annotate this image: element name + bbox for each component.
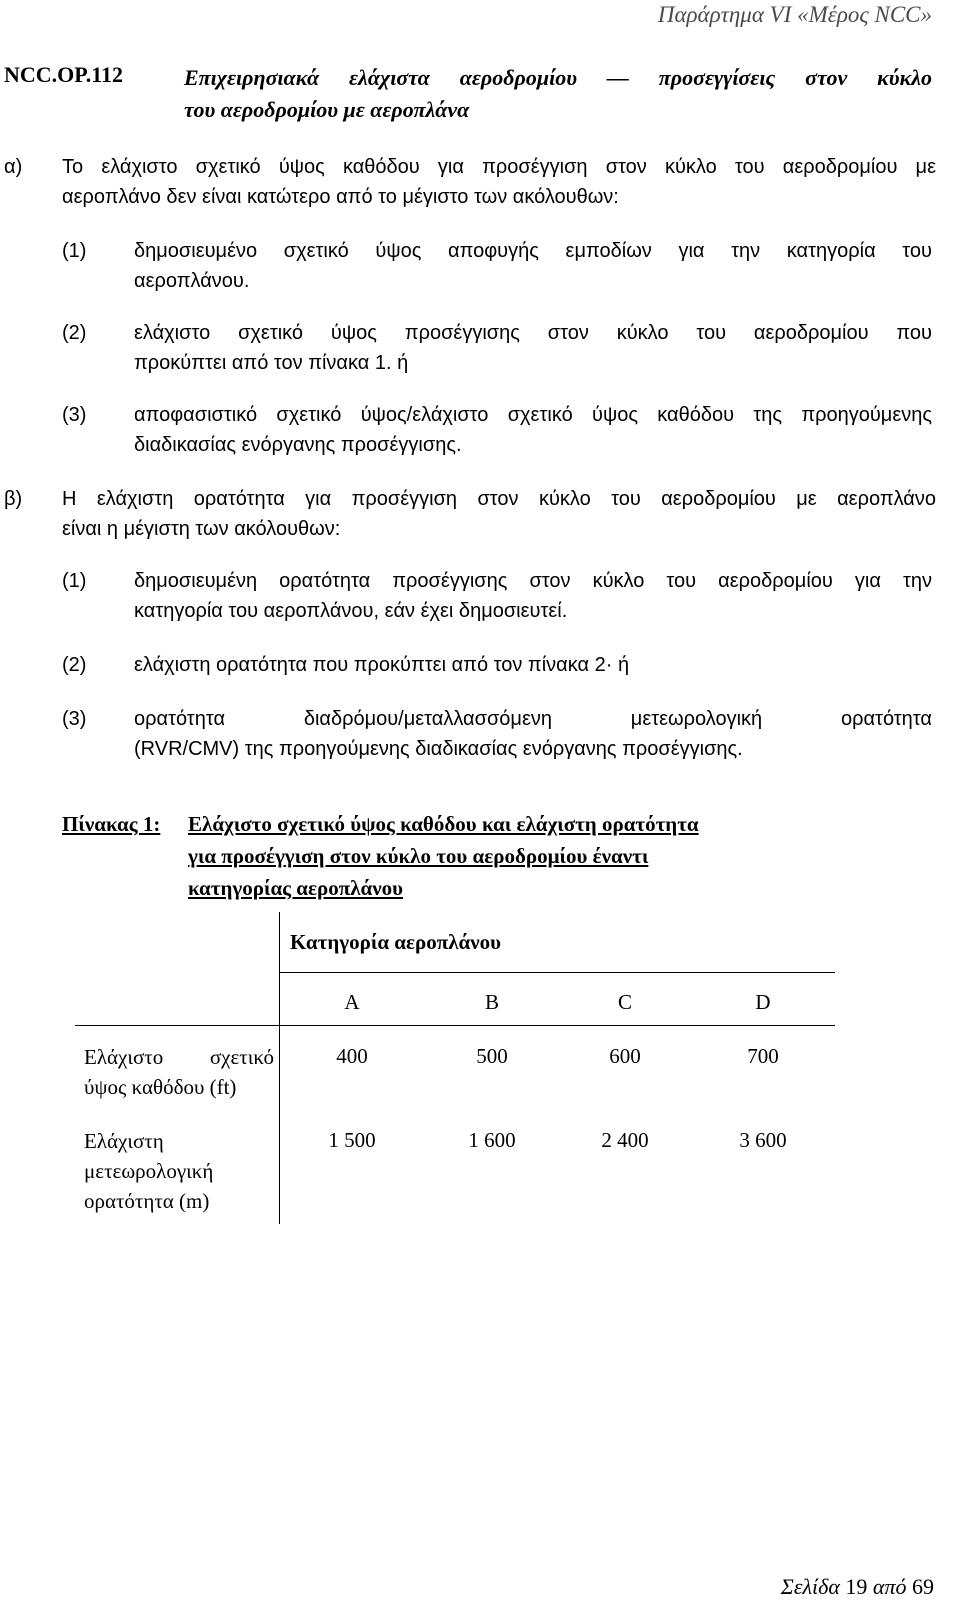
item-line: διαδικασίας ενόργανης προσέγγισης. [134, 434, 462, 456]
section-title-line: Επιχειρησιακά ελάχιστα αεροδρομίου — προσεγγίσεις στον κύκλο [184, 65, 932, 90]
item-number: (2) [62, 654, 87, 676]
item-number: (2) [62, 322, 87, 344]
table-caption-line: για προσέγγιση στον κύκλο του αεροδρομίου έναντι [188, 844, 649, 868]
paragraph-line: είναι η μέγιστη των ακόλουθων: [62, 518, 341, 540]
page-total: 69 [912, 1574, 934, 1599]
item-number: (1) [62, 240, 87, 262]
paragraph-line: Η ελάχιστη ορατότητα για προσέγγιση στον κύκλο του αεροδρομίου με αεροπλάνο [62, 488, 936, 510]
table-cell: 600 [609, 1044, 641, 1068]
page-number: 19 [845, 1574, 868, 1599]
item-line: αεροπλάνου. [134, 270, 250, 292]
row-label-line: ορατότητα (m) [84, 1189, 210, 1213]
item-line: ελάχιστο σχετικό ύψος προσέγγισης στον κύκλο του αεροδρομίου που [134, 322, 932, 344]
table-cell: 500 [476, 1044, 508, 1068]
section-title-line: του αεροδρομίου με αεροπλάνα [184, 97, 470, 122]
list-item [62, 650, 932, 680]
section-code: NCC.OP.112 [4, 62, 123, 87]
table-caption [62, 808, 828, 904]
table-divider [279, 972, 835, 973]
table-cell: 1 600 [468, 1128, 516, 1152]
row-label-line: μετεωρολογική [84, 1159, 214, 1183]
item-line: κατηγορία του αεροπλάνου, εάν έχει δημοσιευτεί. [134, 600, 568, 622]
list-item [62, 318, 932, 378]
item-line: ελάχιστη ορατότητα που προκύπτει από τον πίνακα 2· ή [134, 654, 630, 676]
item-number: (1) [62, 570, 87, 592]
item-line: αποφασιστικό σχετικό ύψος/ελάχιστο σχετικό ύψος καθόδου της προηγούμενης [134, 404, 932, 426]
column-header-a: A [344, 990, 360, 1014]
category-header: Κατηγορία αεροπλάνου [290, 930, 502, 954]
paragraph-label: β) [4, 488, 23, 510]
paragraph-line: αεροπλάνο δεν είναι κατώτερο από το μέγιστο των ακόλουθων: [62, 186, 619, 208]
item-number: (3) [62, 404, 87, 426]
table-cell: 400 [336, 1044, 368, 1068]
table-caption-label: Πίνακας 1: [62, 812, 161, 836]
paragraph-label: α) [4, 156, 23, 178]
table-caption-line: κατηγορίας αεροπλάνου [188, 876, 404, 900]
table-divider [75, 1025, 835, 1026]
footer-prefix: Σελίδα [780, 1574, 840, 1599]
table-cell: 3 600 [739, 1128, 787, 1152]
row-label [84, 1126, 274, 1216]
page-footer [781, 1574, 934, 1600]
row-label [84, 1042, 274, 1102]
item-line: ορατότητα διαδρόμου/μεταλλασσόμενη μετεωρολογική ορατότητα [134, 708, 932, 730]
item-line: (RVR/CMV) της προηγούμενης διαδικασίας ενόργανης προσέγγισης. [134, 738, 743, 760]
section-title [184, 62, 932, 126]
column-header-b: B [484, 990, 499, 1014]
paragraph-a [0, 152, 936, 212]
row-label-line: Ελάχιστο σχετικό [84, 1045, 274, 1069]
item-line: δημοσιευμένο σχετικό ύψος αποφυγής εμποδίων για την κατηγορία του [134, 240, 932, 262]
annex-header: Παράρτημα VI «Μέρος NCC» [657, 2, 932, 27]
table-cell: 1 500 [328, 1128, 376, 1152]
footer-mid: από [872, 1574, 907, 1599]
column-header-c: C [617, 990, 632, 1014]
list-item [62, 400, 932, 460]
row-label-line: ύψος καθόδου (ft) [84, 1075, 237, 1099]
table-caption-line: Ελάχιστο σχετικό ύψος καθόδου και ελάχιστη ορατότητα [188, 812, 699, 836]
column-header-d: D [755, 990, 771, 1014]
table-cell: 700 [747, 1044, 779, 1068]
paragraph-line: Το ελάχιστο σχετικό ύψος καθόδου για προσέγγιση στον κύκλο του αεροδρομίου με [62, 156, 936, 178]
item-line: προκύπτει από τον πίνακα 1. ή [134, 352, 409, 374]
table-divider [279, 912, 280, 1224]
paragraph-b [0, 484, 936, 544]
list-item [62, 236, 932, 296]
item-number: (3) [62, 708, 87, 730]
list-item [62, 704, 932, 764]
list-item [62, 566, 932, 626]
row-label-line: Ελάχιστη [84, 1129, 164, 1153]
item-line: δημοσιευμένη ορατότητα προσέγγισης στον κύκλο του αεροδρομίου για την [134, 570, 932, 592]
table-cell: 2 400 [601, 1128, 649, 1152]
